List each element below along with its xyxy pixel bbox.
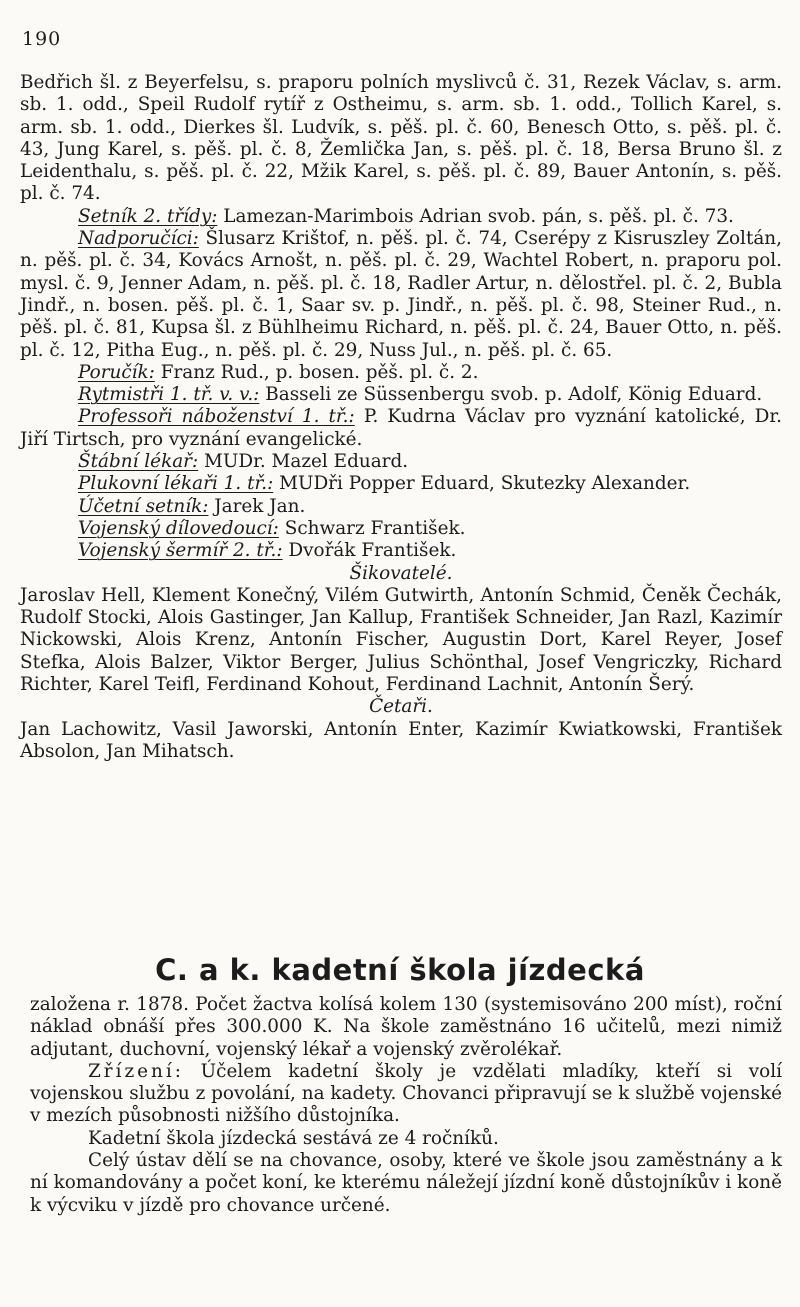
statni-lekar-label: Štábní lékař:	[78, 451, 199, 473]
nadporucici-entry	[20, 228, 782, 362]
cetari-heading: Četaři.	[369, 696, 433, 718]
dilovedouci-text: Schwarz František.	[278, 517, 466, 539]
school-section	[30, 994, 782, 1217]
sermir-label: Vojenský šermíř 2. tř.:	[78, 540, 283, 562]
statni-lekar-text: MUDr. Mazel Eduard.	[198, 451, 409, 473]
sikovatele-heading: Šikovatelé.	[349, 562, 453, 584]
setnik-label: Setník 2. třídy:	[78, 205, 218, 227]
sermir-entry	[20, 540, 782, 562]
zrizeni-text: Účelem kadetní školy je vzdělati mladíky, kteří si volí vojenskou službu z povolání, na kadety. Chovanci připravují se k službě vojenské v mezích působnosti nižšího důstojníka.	[30, 1060, 782, 1127]
setnik-text: Lamezan-Marimbois Adrian svob. pán, s. pěš. pl. č. 73.	[217, 205, 734, 227]
porucik-entry	[20, 362, 782, 384]
professori-text: P. Kudrna Václav pro vyznání katolické, Dr. Jiří Tirtsch, pro vyznání evangelické.	[20, 406, 782, 450]
school-paragraph-structure: Celý ústav dělí se na chovance, osoby, které ve škole jsou zaměstnány a k ní komandovány a počet koní, ke kterému náležejí jízdní koně důstojníkův i koně k výcviku v jízdě pro chovance určené.	[30, 1150, 782, 1216]
plukovni-lekari-label: Plukovní lékaři 1. tř.:	[78, 473, 274, 495]
ucetni-setnik-text: Jarek Jan.	[208, 495, 306, 517]
zrizeni-label: Zřízení:	[88, 1060, 184, 1082]
ucetni-setnik-entry	[20, 496, 782, 518]
rytmistri-label: Rytmistři 1. tř. v. v.:	[78, 384, 260, 406]
dilovedouci-label: Vojenský dílovedoucí:	[78, 517, 279, 539]
rytmistri-entry	[20, 384, 782, 406]
professori-label: Professoři náboženství 1. tř.:	[78, 406, 355, 428]
statni-lekar-entry	[20, 451, 782, 473]
setnik-entry	[20, 206, 782, 228]
school-paragraph-years: Kadetní škola jízdecká sestává ze 4 ročníků.	[88, 1127, 499, 1149]
professori-entry	[20, 406, 782, 451]
page-number: 190	[22, 28, 62, 50]
ucetni-setnik-label: Účetní setník:	[78, 495, 209, 517]
plukovni-lekari-text: MUDři Popper Eduard, Skutezky Alexander.	[273, 473, 691, 495]
nadporucici-label: Nadporučíci:	[78, 228, 199, 250]
porucik-label: Poručík:	[78, 361, 155, 383]
sikovatele-names: Jaroslav Hell, Klement Konečný, Vilém Gutwirth, Antonín Schmid, Čeněk Čechák, Rudolf Stocki, Alois Gastinger, Jan Kallup, František Schneider, Jan Razl, Kazimír Nickowski, Alois Krenz, Antonín Fischer, Augustin Dort, Karel Reyer, Josef Stefka, Alois Balzer, Viktor Berger, Julius Schönthal, Josef Vengriczky, Richard Richter, Karel Teifl, Ferdinand Kohout, Ferdinand Lachnit, Antonín Šerý.	[20, 584, 782, 696]
school-heading: C. a k. kadetní škola jízdecká	[155, 953, 645, 987]
porucik-text: Franz Rud., p. bosen. pěš. pl. č. 2.	[154, 361, 479, 383]
rytmistri-text: Basseli ze Süssenbergu svob. p. Adolf, König Eduard.	[259, 384, 763, 406]
school-paragraph-founded: založena r. 1878. Počet žactva kolísá kolem 130 (systemisováno 200 míst), roční náklad obnáší přes 300.000 K. Na škole zaměstnáno 16 učitelů, mezi nimiž adjutant, duchovní, vojenský lékař a vojenský zvěrolékař.	[30, 994, 782, 1060]
school-paragraph-zrizeni	[30, 1061, 782, 1128]
sermir-text: Dvořák František.	[282, 540, 457, 562]
officers-section	[20, 72, 782, 763]
nadporucici-text: Šlusarz Krištof, n. pěš. pl. č. 74, Cserépy z Kisruszley Zoltán, n. pěš. pl. č. 34, Kovács Arnošt, n. pěš. pl. č. 29, Wachtel Robert, n. praporu pol. mysl. č. 9, Jenner Adam, n. pěš. pl. č. 18, Radler Artur, n. dělostřel. pl. č. 2, Bubla Jindř., n. bosen. pěš. pl. č. 1, Saar sv. p. Jindř., n. pěš. pl. č. 98, Steiner Rud., n. pěš. pl. č. 81, Kupsa šl. z Bühlheimu Richard, n. pěš. pl. č. 24, Bauer Otto, n. pěš. pl. č. 12, Pitha Eug., n. pěš. pl. č. 29, Nuss Jul., n. pěš. pl. č. 65.	[20, 228, 782, 361]
cetari-names: Jan Lachowitz, Vasil Jaworski, Antonín Enter, Kazimír Kwiatkowski, František Absolon, Jan Mihatsch.	[20, 718, 782, 762]
plukovni-lekari-entry	[20, 473, 782, 495]
dilovedouci-entry	[20, 518, 782, 540]
officers-lead-paragraph: Bedřich šl. z Beyerfelsu, s. praporu polních myslivců č. 31, Rezek Václav, s. arm. sb. 1. odd., Speil Rudolf rytíř z Ostheimu, s. arm. sb. 1. odd., Tollich Karel, s. arm. sb. 1. odd., Dierkes šl. Ludvík, s. pěš. pl. č. 60, Benesch Otto, s. pěš. pl. č. 43, Jung Karel, s. pěš. pl. č. 8, Žemlička Jan, s. pěš. pl. č. 18, Bersa Bruno šl. z Leidenthalu, s. pěš. pl. č. 22, Mžik Karel, s. pěš. pl. č. 89, Bauer Antonín, s. pěš. pl. č. 74.	[20, 72, 782, 205]
